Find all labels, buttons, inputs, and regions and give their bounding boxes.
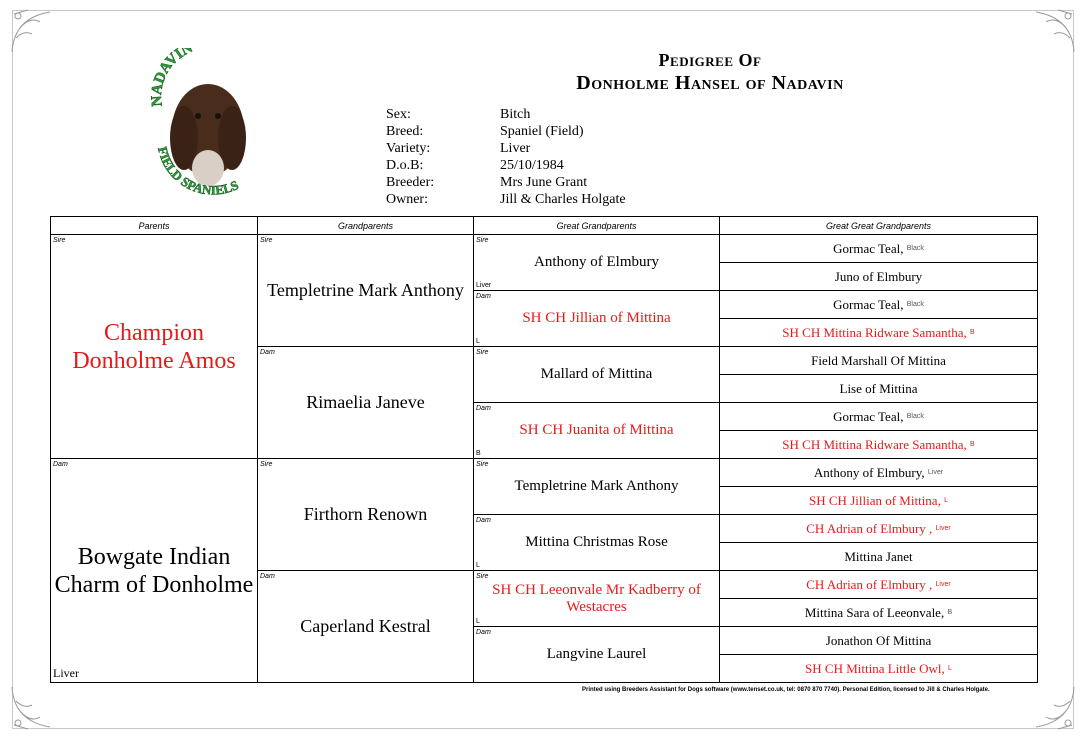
- great-grandparent-sex-tag: Dam: [476, 293, 491, 300]
- great-great-grandparent-entry: [720, 661, 1037, 677]
- great-great-grandparent-cell: [720, 375, 1038, 403]
- great-great-grandparent-cell: [720, 515, 1038, 543]
- great-great-grandparent-name: Gormac Teal,: [833, 296, 904, 312]
- great-grandparent-cell: [474, 347, 720, 403]
- info-row: [386, 174, 626, 191]
- great-great-grandparent-cell: [720, 487, 1038, 515]
- grandparent-cell: [258, 347, 474, 459]
- great-great-grandparent-name: SH CH Mittina Ridware Samantha,: [782, 436, 967, 452]
- parent-name: Bowgate Indian Charm of Donholme: [54, 543, 254, 598]
- great-great-grandparent-colour: B: [970, 329, 975, 336]
- corner-ornament-icon: [1024, 8, 1076, 54]
- great-great-grandparent-entry: [720, 269, 1037, 285]
- pedigree-table: [50, 216, 1038, 683]
- great-great-grandparent-colour: Liver: [935, 581, 951, 588]
- great-grandparent-name: Anthony of Elmbury: [534, 254, 659, 270]
- table-row: [51, 459, 1038, 487]
- great-great-grandparent-cell: [720, 235, 1038, 263]
- great-great-grandparent-name: Lise of Mittina: [839, 380, 918, 396]
- grandparent-name: Firthorn Renown: [303, 504, 428, 524]
- great-great-grandparent-entry: [720, 409, 1037, 425]
- great-great-grandparent-entry: [720, 549, 1037, 565]
- great-great-grandparent-entry: [720, 437, 1037, 453]
- great-grandparent-cell: [474, 235, 720, 291]
- kennel-logo: [148, 48, 272, 208]
- header-great-grandparents: Great Grandparents: [474, 217, 720, 235]
- info-value: Jill & Charles Holgate: [500, 192, 626, 207]
- grandparent-cell: [258, 235, 474, 347]
- header-grandparents: Grandparents: [258, 217, 474, 235]
- info-label: Owner:: [386, 192, 428, 207]
- great-grandparent-cell: [474, 403, 720, 459]
- great-grandparent-name: SH CH Juanita of Mittina: [519, 422, 674, 438]
- great-great-grandparent-cell: [720, 291, 1038, 319]
- great-grandparent-colour: Liver: [476, 282, 492, 289]
- great-great-grandparent-name: Jonathon Of Mittina: [825, 632, 932, 648]
- info-label: D.o.B:: [386, 158, 424, 173]
- great-great-grandparent-name: CH Adrian of Elmbury ,: [806, 576, 933, 592]
- parent-name: Champion Donholme Amos: [72, 319, 236, 374]
- great-great-grandparent-colour: Black: [906, 301, 924, 308]
- dog-info: [386, 106, 626, 208]
- great-great-grandparent-name: SH CH Mittina Little Owl,: [805, 660, 945, 676]
- great-grandparent-colour: L: [476, 618, 480, 625]
- parent-cell: [51, 459, 258, 683]
- great-grandparent-sex-tag: Dam: [476, 629, 491, 636]
- info-row: [386, 157, 626, 174]
- great-grandparent-name: Langvine Laurel: [546, 646, 647, 662]
- parent-sex-tag: Sire: [53, 237, 66, 244]
- info-label: Breeder:: [386, 175, 435, 190]
- great-grandparent-name: Mallard of Mittina: [540, 366, 653, 382]
- logo-bottom-text: FIELD SPANIELS: [154, 145, 241, 198]
- great-great-grandparent-name: Juno of Elmbury: [834, 268, 923, 284]
- grandparent-cell: [258, 571, 474, 683]
- great-great-grandparent-entry: [720, 633, 1037, 649]
- table-row: [51, 235, 1038, 263]
- great-grandparent-sex-tag: Dam: [476, 405, 491, 412]
- info-value: Bitch: [500, 107, 531, 122]
- great-great-grandparent-cell: [720, 655, 1038, 683]
- info-row: [386, 191, 626, 208]
- great-grandparent-sex-tag: Sire: [476, 461, 489, 468]
- great-great-grandparent-colour: B: [970, 441, 975, 448]
- great-great-grandparent-colour: Liver: [927, 469, 944, 476]
- corner-ornament-icon: [1024, 685, 1076, 731]
- great-grandparent-colour: L: [476, 338, 480, 345]
- page-title-line1: Pedigree Of: [658, 50, 762, 70]
- great-grandparent-sex-tag: Sire: [476, 349, 489, 356]
- great-great-grandparent-cell: [720, 347, 1038, 375]
- great-great-grandparent-cell: [720, 431, 1038, 459]
- great-great-grandparent-name: Field Marshall Of Mittina: [811, 352, 946, 368]
- great-grandparent-colour: B: [476, 450, 481, 457]
- great-great-grandparent-name: CH Adrian of Elmbury ,: [806, 520, 933, 536]
- grandparent-name: Templetrine Mark Anthony: [267, 280, 464, 300]
- great-great-grandparent-entry: [720, 493, 1037, 509]
- great-grandparent-sex-tag: Dam: [476, 517, 491, 524]
- header-parents: Parents: [51, 217, 258, 235]
- info-value: Spaniel (Field): [500, 124, 584, 139]
- great-great-grandparent-entry: [720, 465, 1037, 481]
- grandparent-name: Rimaelia Janeve: [306, 392, 425, 412]
- info-row: [386, 106, 626, 123]
- info-label: Breed:: [386, 124, 424, 139]
- great-great-grandparent-name: Mittina Sara of Leeonvale,: [804, 604, 945, 620]
- great-great-grandparent-name: Gormac Teal,: [833, 408, 904, 424]
- grandparent-name: Caperland Kestral: [300, 616, 431, 636]
- great-great-grandparent-entry: [720, 325, 1037, 341]
- great-great-grandparent-colour: L: [944, 497, 948, 504]
- great-great-grandparent-cell: [720, 263, 1038, 291]
- great-great-grandparent-entry: [720, 577, 1037, 593]
- great-great-grandparent-colour: Liver: [935, 525, 951, 532]
- great-great-grandparent-colour: Black: [906, 245, 924, 252]
- info-label: Sex:: [386, 107, 411, 122]
- great-grandparent-name: SH CH Jillian of Mittina: [522, 310, 671, 326]
- great-great-grandparent-entry: [720, 381, 1037, 397]
- great-grandparent-cell: [474, 459, 720, 515]
- great-grandparent-name: SH CH Leeonvale Mr Kadberry of Westacres: [492, 581, 701, 615]
- info-value: 25/10/1984: [500, 158, 564, 173]
- great-great-grandparent-entry: [720, 353, 1037, 369]
- info-label: Variety:: [386, 141, 431, 156]
- corner-ornament-icon: [10, 8, 62, 54]
- great-great-grandparent-name: Gormac Teal,: [833, 240, 904, 256]
- great-grandparent-cell: [474, 291, 720, 347]
- great-grandparent-sex-tag: Sire: [476, 237, 489, 244]
- logo-top-text: NADAVIN: [148, 48, 196, 108]
- grandparent-sex-tag: Sire: [260, 461, 273, 468]
- great-great-grandparent-name: Anthony of Elmbury,: [813, 464, 925, 480]
- parent-cell: [51, 235, 258, 459]
- grandparent-sex-tag: Dam: [260, 573, 275, 580]
- corner-ornament-icon: [10, 685, 62, 731]
- great-great-grandparent-name: SH CH Mittina Ridware Samantha,: [782, 324, 967, 340]
- great-great-grandparent-cell: [720, 599, 1038, 627]
- info-row: [386, 123, 626, 140]
- grandparent-cell: [258, 459, 474, 571]
- grandparent-sex-tag: Dam: [260, 349, 275, 356]
- great-grandparent-cell: [474, 571, 720, 627]
- great-grandparent-name: Mittina Christmas Rose: [525, 534, 668, 550]
- great-grandparent-name: Templetrine Mark Anthony: [514, 478, 679, 494]
- parent-colour: Liver: [53, 666, 79, 680]
- great-great-grandparent-entry: [720, 297, 1037, 313]
- great-great-grandparent-entry: [720, 241, 1037, 257]
- great-great-grandparent-entry: [720, 521, 1037, 537]
- header-great-great-grandparents: Great Great Grandparents: [720, 217, 1038, 235]
- info-value: Mrs June Grant: [500, 175, 588, 190]
- great-great-grandparent-cell: [720, 627, 1038, 655]
- great-great-grandparent-cell: [720, 459, 1038, 487]
- page-title-line2: Donholme Hansel of Nadavin: [576, 72, 844, 94]
- great-great-grandparent-cell: [720, 403, 1038, 431]
- info-value: Liver: [500, 141, 531, 156]
- great-grandparent-cell: [474, 515, 720, 571]
- great-grandparent-cell: [474, 627, 720, 683]
- grandparent-sex-tag: Sire: [260, 237, 273, 244]
- great-great-grandparent-cell: [720, 543, 1038, 571]
- great-grandparent-colour: L: [476, 562, 480, 569]
- great-great-grandparent-name: SH CH Jillian of Mittina,: [809, 492, 941, 508]
- great-great-grandparent-cell: [720, 571, 1038, 599]
- info-row: [386, 140, 626, 157]
- great-great-grandparent-entry: [720, 605, 1037, 621]
- great-great-grandparent-cell: [720, 319, 1038, 347]
- great-grandparent-sex-tag: Sire: [476, 573, 489, 580]
- footer-credit: Printed using Breeders Assistant for Dogs software (www.tenset.co.uk, tel: 0870 870 7740). Personal Edition, licensed to Jill & Charles Holgate.: [582, 687, 990, 693]
- parent-sex-tag: Dam: [53, 461, 68, 468]
- great-great-grandparent-colour: Black: [906, 413, 924, 420]
- great-great-grandparent-colour: L: [948, 665, 952, 672]
- great-great-grandparent-colour: B: [947, 609, 953, 616]
- great-great-grandparent-name: Mittina Janet: [844, 548, 913, 564]
